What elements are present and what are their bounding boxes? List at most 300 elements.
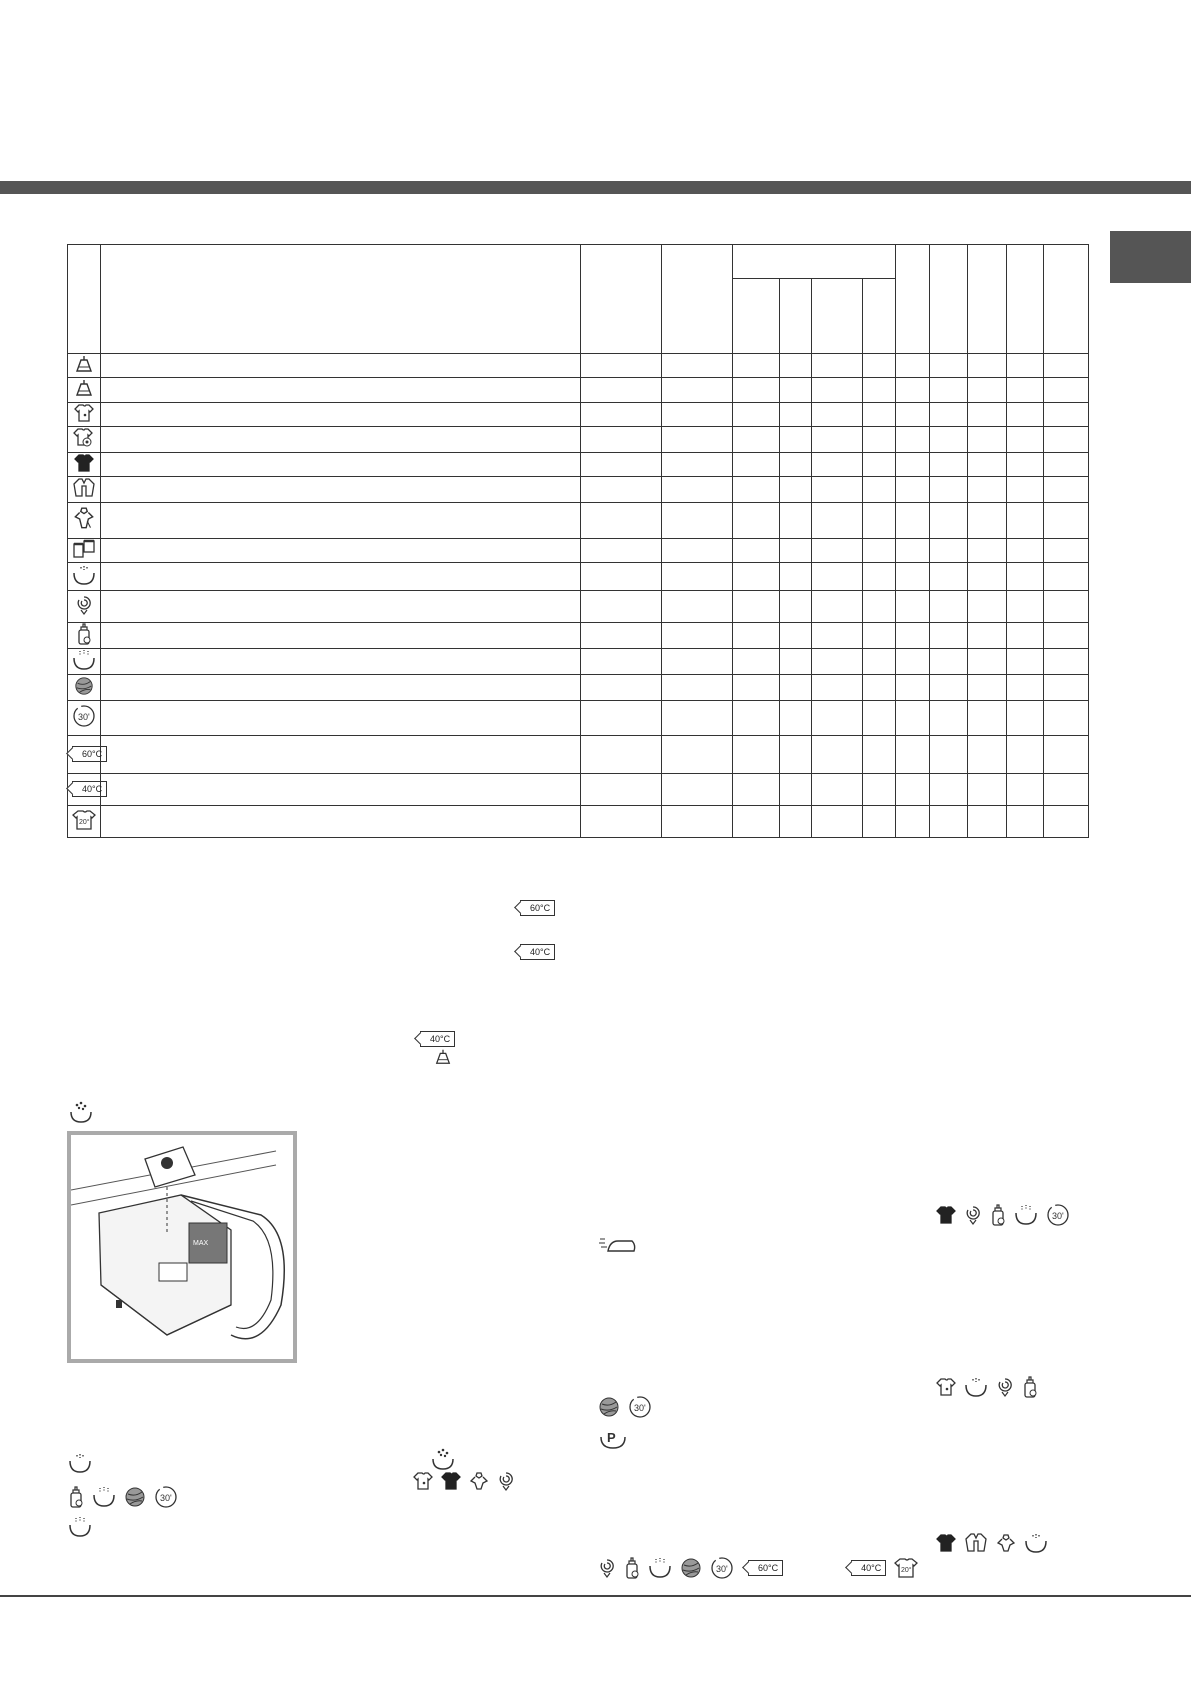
row-cell	[581, 649, 662, 675]
row-cell	[930, 452, 968, 476]
programme-row	[68, 805, 1089, 837]
row-cell	[968, 773, 1007, 805]
row-icon-cell	[68, 805, 101, 837]
row-cell	[662, 538, 733, 562]
row-cell	[733, 701, 780, 735]
temperature-tag-icon: 60°C	[68, 746, 107, 762]
header-col-11	[968, 245, 1007, 354]
row-cell	[812, 649, 863, 675]
row-cell	[101, 805, 581, 837]
row-icon-cell	[68, 591, 101, 623]
row-cell	[581, 354, 662, 378]
inline-tag-40b	[420, 1031, 455, 1047]
row-cell	[733, 502, 780, 538]
row-cell	[968, 354, 1007, 378]
rapid-30-icon	[1046, 1203, 1070, 1227]
right-group-2b	[598, 1395, 652, 1419]
row-cell	[581, 476, 662, 502]
shirt-jacket-icon	[964, 1532, 988, 1554]
inline-tag-40	[520, 944, 555, 960]
row-cell	[780, 623, 812, 649]
row-cell	[968, 402, 1007, 426]
row-cell	[662, 476, 733, 502]
basin-spray-icon	[1014, 1204, 1038, 1226]
right-group-1	[936, 1203, 1070, 1227]
basin-spray-icon	[92, 1486, 116, 1508]
row-cell	[863, 354, 896, 378]
row-cell	[780, 675, 812, 701]
row-cell	[733, 735, 780, 773]
shirt-20-icon	[72, 809, 96, 834]
row-cell	[1007, 426, 1044, 452]
row-cell	[780, 378, 812, 402]
programme-row	[68, 591, 1089, 623]
row-cell	[863, 649, 896, 675]
swirl-icon	[996, 1376, 1014, 1398]
row-cell	[662, 735, 733, 773]
basin-wash-icon	[1024, 1532, 1048, 1554]
row-icon-cell	[68, 378, 101, 402]
row-cell	[930, 426, 968, 452]
row-cell	[101, 701, 581, 735]
row-cell	[733, 805, 780, 837]
row-cell	[863, 805, 896, 837]
row-cell	[1044, 701, 1089, 735]
row-icon-cell	[68, 623, 101, 649]
row-cell	[780, 476, 812, 502]
row-cell	[780, 538, 812, 562]
programme-row	[68, 378, 1089, 402]
programme-row	[68, 701, 1089, 735]
rapid-30-label: 30'	[716, 1564, 728, 1574]
temperature-tag-icon: 40°C	[68, 781, 107, 797]
row-cell	[812, 538, 863, 562]
row-cell	[930, 773, 968, 805]
row-cell	[662, 623, 733, 649]
row-cell	[1007, 649, 1044, 675]
row-cell	[812, 502, 863, 538]
row-cell	[662, 773, 733, 805]
silk-icon	[434, 1048, 452, 1066]
row-icon-cell	[68, 402, 101, 426]
row-cell	[733, 426, 780, 452]
header-desc-col	[101, 245, 581, 354]
row-cell	[968, 735, 1007, 773]
row-cell	[101, 402, 581, 426]
row-cell	[812, 452, 863, 476]
row-cell	[780, 773, 812, 805]
row-cell	[780, 649, 812, 675]
rapid-30-icon	[154, 1485, 178, 1509]
row-cell	[863, 591, 896, 623]
header-sub-4	[863, 279, 896, 354]
row-cell	[101, 426, 581, 452]
rapid-30-label: 30'	[160, 1493, 172, 1503]
row-cell	[896, 735, 930, 773]
shirt-20-label: 20°	[901, 1567, 912, 1574]
header-col-3	[581, 245, 662, 354]
row-cell	[863, 623, 896, 649]
row-cell	[581, 538, 662, 562]
wool-ball-icon	[680, 1557, 702, 1579]
row-cell	[1007, 452, 1044, 476]
tag-40-label: 40°C	[851, 1560, 886, 1576]
row-cell	[780, 591, 812, 623]
row-icon-cell	[68, 675, 101, 701]
row-cell	[930, 735, 968, 773]
rapid-30-label: 30'	[634, 1403, 646, 1413]
swirl-icon	[598, 1557, 616, 1579]
drawer-drawing	[71, 1135, 293, 1359]
row-cell	[101, 538, 581, 562]
row-cell	[581, 735, 662, 773]
baby-bottle-icon	[624, 1557, 640, 1579]
row-cell	[662, 675, 733, 701]
row-cell	[968, 701, 1007, 735]
row-cell	[812, 701, 863, 735]
row-cell	[581, 563, 662, 591]
row-cell	[780, 502, 812, 538]
row-cell	[662, 563, 733, 591]
row-cell	[812, 563, 863, 591]
header-bar	[0, 181, 1191, 194]
row-icon-cell	[68, 701, 101, 735]
left-row-2	[68, 1485, 178, 1509]
row-cell	[581, 773, 662, 805]
row-cell	[733, 649, 780, 675]
row-cell	[733, 452, 780, 476]
row-cell	[812, 591, 863, 623]
row-cell	[896, 354, 930, 378]
left-row-1	[68, 1452, 92, 1474]
row-cell	[1044, 426, 1089, 452]
baby-bottle-icon	[76, 623, 92, 648]
tag-40b-label: 40°C	[420, 1031, 455, 1047]
row-cell	[863, 426, 896, 452]
row-cell	[930, 591, 968, 623]
row-cell	[863, 452, 896, 476]
wool-ball-icon	[124, 1486, 146, 1508]
row-icon-cell	[68, 452, 101, 476]
row-cell	[662, 354, 733, 378]
left-row-3	[68, 1516, 92, 1538]
dark-shirt-icon	[936, 1533, 956, 1553]
row-cell	[930, 675, 968, 701]
row-cell	[1044, 502, 1089, 538]
programme-row	[68, 773, 1089, 805]
programme-row	[68, 649, 1089, 675]
row-cell	[896, 402, 930, 426]
row-cell	[1044, 354, 1089, 378]
row-cell	[662, 452, 733, 476]
programme-row	[68, 735, 1089, 773]
rapid-30-icon	[710, 1556, 734, 1580]
row-cell	[930, 378, 968, 402]
row-cell	[101, 591, 581, 623]
row-cell	[1044, 452, 1089, 476]
row-cell	[896, 675, 930, 701]
delicate-garment-icon	[469, 1471, 489, 1491]
basin-detergent-icon	[430, 1447, 456, 1471]
row-cell	[101, 378, 581, 402]
row-cell	[896, 502, 930, 538]
row-cell	[863, 675, 896, 701]
row-cell	[930, 623, 968, 649]
programme-row	[68, 538, 1089, 562]
shirt-jacket-icon	[72, 477, 96, 502]
silk-icon	[74, 354, 94, 377]
programme-row	[68, 452, 1089, 476]
row-cell	[733, 591, 780, 623]
row-cell	[662, 701, 733, 735]
row-cell	[896, 378, 930, 402]
programme-row	[68, 675, 1089, 701]
header-sub-2	[780, 279, 812, 354]
tag-60-label: 60°C	[520, 900, 555, 916]
detergent-drawer-illustration	[67, 1131, 297, 1363]
delicate-garment-icon	[73, 506, 95, 535]
row-cell	[896, 773, 930, 805]
row-cell	[662, 805, 733, 837]
row-cell	[930, 354, 968, 378]
row-cell	[863, 476, 896, 502]
row-cell	[733, 378, 780, 402]
swirl-icon	[964, 1204, 982, 1226]
row-cell	[896, 426, 930, 452]
programme-row	[68, 502, 1089, 538]
row-cell	[733, 773, 780, 805]
row-cell	[968, 805, 1007, 837]
row-cell	[1044, 623, 1089, 649]
row-cell	[662, 591, 733, 623]
row-cell	[101, 476, 581, 502]
header-col-4	[662, 245, 733, 354]
row-cell	[1044, 563, 1089, 591]
sheets-towels-icon	[72, 539, 96, 562]
row-cell	[780, 735, 812, 773]
baby-bottle-icon	[990, 1204, 1006, 1226]
row-cell	[896, 591, 930, 623]
baby-bottle-icon	[1022, 1376, 1038, 1398]
row-cell	[1044, 538, 1089, 562]
right-icon-row-a	[413, 1470, 515, 1492]
wool-ball-icon	[74, 676, 94, 699]
row-cell	[1007, 563, 1044, 591]
prewash-letter: P	[607, 1430, 616, 1445]
row-cell	[896, 476, 930, 502]
iron-icon	[598, 1235, 638, 1255]
row-cell	[812, 402, 863, 426]
programme-row	[68, 563, 1089, 591]
shirt-heavy-stain-icon	[73, 427, 95, 452]
svg-text:20°: 20°	[79, 818, 90, 826]
row-cell	[1044, 378, 1089, 402]
row-cell	[101, 563, 581, 591]
rapid-30-label: 30'	[1052, 1211, 1064, 1221]
row-cell	[968, 426, 1007, 452]
row-cell	[896, 452, 930, 476]
row-cell	[896, 563, 930, 591]
swirl-icon	[75, 593, 93, 620]
row-cell	[733, 402, 780, 426]
programme-row	[68, 476, 1089, 502]
row-cell	[662, 426, 733, 452]
row-icon-cell	[68, 649, 101, 675]
row-cell	[1044, 675, 1089, 701]
row-cell	[733, 563, 780, 591]
row-cell	[101, 623, 581, 649]
row-cell	[968, 623, 1007, 649]
header-col-12	[1007, 245, 1044, 354]
row-cell	[1007, 805, 1044, 837]
row-cell	[930, 563, 968, 591]
row-cell	[581, 378, 662, 402]
row-cell	[930, 476, 968, 502]
right-group-3b	[598, 1556, 918, 1580]
row-cell	[581, 701, 662, 735]
row-cell	[896, 805, 930, 837]
row-icon-cell	[68, 502, 101, 538]
row-cell	[896, 649, 930, 675]
header-col-9	[896, 245, 930, 354]
row-cell	[1044, 773, 1089, 805]
language-tab	[1110, 231, 1191, 283]
iron-row	[598, 1235, 638, 1255]
row-cell	[1007, 476, 1044, 502]
rapid-30-icon	[72, 704, 96, 731]
row-cell	[581, 623, 662, 649]
row-cell	[863, 538, 896, 562]
row-cell	[968, 452, 1007, 476]
svg-text:30': 30'	[78, 712, 90, 723]
row-cell	[780, 426, 812, 452]
row-cell	[968, 649, 1007, 675]
basin-spray-icon	[68, 1516, 92, 1538]
row-cell	[968, 675, 1007, 701]
row-cell	[812, 354, 863, 378]
row-cell	[662, 502, 733, 538]
row-cell	[812, 623, 863, 649]
row-cell	[1007, 773, 1044, 805]
row-cell	[930, 502, 968, 538]
row-cell	[968, 502, 1007, 538]
shirt-stain-icon	[413, 1471, 433, 1491]
row-cell	[863, 378, 896, 402]
drawer-max-label: MAX	[193, 1240, 209, 1247]
row-icon-cell	[68, 354, 101, 378]
row-cell	[101, 354, 581, 378]
row-icon-cell	[68, 426, 101, 452]
right-group-2	[936, 1376, 1038, 1398]
row-cell	[581, 402, 662, 426]
row-cell	[780, 354, 812, 378]
row-cell	[581, 426, 662, 452]
row-cell	[896, 623, 930, 649]
header-col-13	[1044, 245, 1089, 354]
row-cell	[968, 378, 1007, 402]
row-icon-cell	[68, 476, 101, 502]
row-cell	[780, 402, 812, 426]
right-detergent-icon-row	[430, 1447, 456, 1471]
programme-row	[68, 623, 1089, 649]
swirl-icon	[497, 1470, 515, 1492]
basin-wash-icon	[964, 1376, 988, 1398]
row-cell	[662, 402, 733, 426]
programme-row	[68, 354, 1089, 378]
header-sub-1	[733, 279, 780, 354]
row-cell	[812, 735, 863, 773]
row-cell	[733, 354, 780, 378]
row-cell	[812, 426, 863, 452]
baby-bottle-icon	[68, 1486, 84, 1508]
row-cell	[863, 735, 896, 773]
row-cell	[968, 538, 1007, 562]
header-sub-3	[812, 279, 863, 354]
row-cell	[733, 538, 780, 562]
shirt-20-icon	[894, 1557, 918, 1579]
row-cell	[780, 701, 812, 735]
row-icon-cell	[68, 563, 101, 591]
row-cell	[1007, 354, 1044, 378]
row-cell	[930, 538, 968, 562]
tag-60-label: 60°C	[748, 1560, 783, 1576]
row-cell	[780, 452, 812, 476]
row-cell	[780, 805, 812, 837]
row-cell	[1007, 502, 1044, 538]
wool-ball-icon	[598, 1396, 620, 1418]
shirt-stain-icon	[936, 1377, 956, 1397]
row-cell	[896, 538, 930, 562]
row-cell	[1044, 649, 1089, 675]
row-cell	[968, 476, 1007, 502]
row-cell	[1007, 402, 1044, 426]
programme-table	[67, 244, 1089, 838]
row-cell	[812, 675, 863, 701]
dark-shirt-icon	[74, 453, 94, 476]
header-icon-col	[68, 245, 101, 354]
row-cell	[581, 675, 662, 701]
row-cell	[1044, 402, 1089, 426]
row-cell	[968, 591, 1007, 623]
row-cell	[863, 773, 896, 805]
row-cell	[101, 773, 581, 805]
row-cell	[1007, 735, 1044, 773]
row-cell	[780, 563, 812, 591]
row-cell	[101, 502, 581, 538]
row-cell	[1007, 675, 1044, 701]
row-cell	[1044, 476, 1089, 502]
row-cell	[662, 649, 733, 675]
row-cell	[581, 502, 662, 538]
dark-shirt-icon	[936, 1205, 956, 1225]
footer-rule	[0, 1595, 1191, 1597]
programme-row	[68, 402, 1089, 426]
row-icon-cell	[68, 773, 101, 805]
row-cell	[101, 735, 581, 773]
prewash-icon	[598, 1428, 628, 1450]
row-icon-cell	[68, 735, 101, 773]
row-cell	[812, 773, 863, 805]
row-cell	[812, 378, 863, 402]
row-cell	[1044, 591, 1089, 623]
basin-wash-icon	[72, 564, 96, 589]
basin-spray-icon	[72, 649, 96, 674]
row-cell	[812, 805, 863, 837]
basin-spray-icon	[648, 1557, 672, 1579]
row-cell	[863, 563, 896, 591]
row-cell	[581, 452, 662, 476]
row-cell	[930, 805, 968, 837]
